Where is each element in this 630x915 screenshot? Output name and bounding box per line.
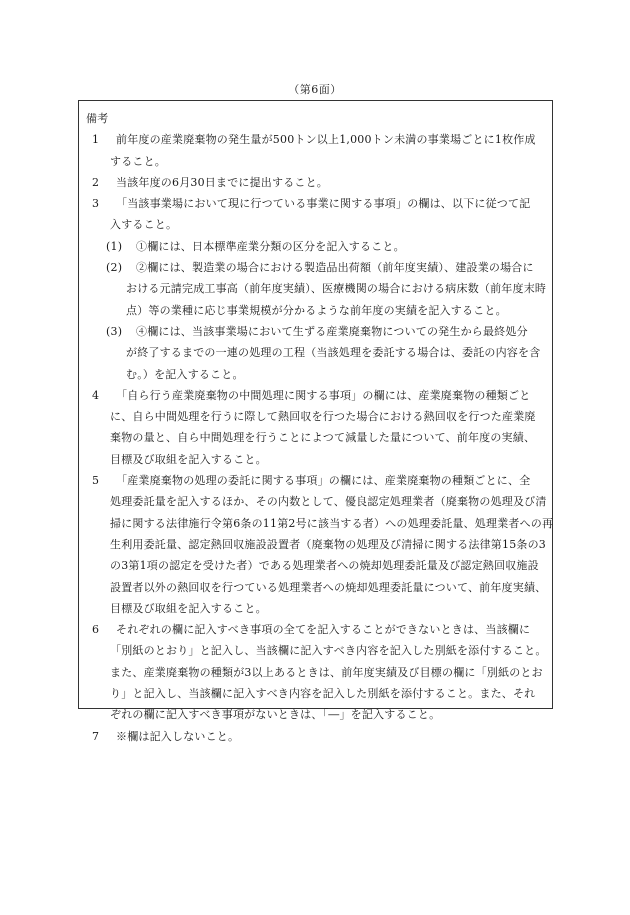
subitem-number: (3) (106, 324, 123, 338)
item-text-line: 前年度の産業廃棄物の発生量が500トン以上1,000トン未満の事業場ごとに1枚作成 (116, 133, 536, 147)
item-text-line: 「産業廃棄物の処理の委託に関する事項」の欄には、産業廃棄物の種類ごとに、全 (116, 474, 531, 488)
item-text-line: 棄物の量と、自ら中間処理を行うことによつて減量した量について、前年度の実績、 (110, 431, 536, 445)
item-text-line: 設置者以外の熱回収を行つている処理業者への焼却処理委託量について、前年度実績、 (110, 580, 547, 594)
subitem-text-line: ①欄には、日本標準産業分類の区分を記入すること。 (136, 239, 405, 253)
item-text-line: それぞれの欄に記入すべき事項の全てを記入することができないときは、当該欄に (116, 623, 531, 637)
remark-item-6 (86, 619, 556, 725)
item-text-line: 入すること。 (110, 218, 178, 232)
remark-subitem-2 (86, 257, 556, 321)
item-number: 3 (92, 197, 100, 211)
remark-item-7 (86, 726, 556, 747)
remark-item-5 (86, 470, 556, 619)
remark-item-1 (86, 129, 556, 172)
item-text-line: り」と記入し、当該欄に記入すべき内容を記入した別紙を添付すること。また、それ (110, 687, 536, 701)
item-text-line: 生利用委託量、認定熱回収施設設置者（廃棄物の処理及び清掃に関する法律第15条の3 (110, 537, 546, 551)
item-text-line: 目標及び取組を記入すること。 (110, 452, 267, 466)
item-number: 5 (92, 474, 100, 488)
item-text-line: 「当該事業場において現に行つている事業に関する事項」の欄は、以下に従つて記 (116, 197, 531, 211)
subitem-number: (1) (106, 239, 123, 253)
subitem-number: (2) (106, 261, 123, 275)
remark-item-3 (86, 193, 556, 236)
subitem-text-line: ②欄には、製造業の場合における製造品出荷額（前年度実績）、建設業の場合に (136, 261, 534, 275)
remark-item-4 (86, 385, 556, 470)
subitem-text-line: が終了するまでの一連の処理の工程（当該処理を委託する場合は、委託の内容を含 (126, 346, 541, 360)
remarks-content (86, 108, 556, 747)
item-number: 7 (92, 729, 100, 743)
item-text-line: 掃に関する法律施行令第6条の11第2号に該当する者）への処理委託量、処理業者への再 (110, 516, 554, 530)
item-text-line: 「別紙のとおり」と記入し、当該欄に記入すべき内容を記入した別紙を添付すること。 (110, 644, 547, 658)
item-number: 4 (92, 388, 100, 402)
item-text-line: 目標及び取組を記入すること。 (110, 601, 267, 615)
item-text-line: の3第1項の認定を受けた者）である処理業者への焼却処理委託量及び認定熱回収施設 (110, 559, 539, 573)
subitem-text-line: 点）等の業種に応じ事業規模が分かるような前年度の実績を記入すること。 (126, 303, 507, 317)
item-text-line: に、自ら中間処理を行うに際して熱回収を行つた場合における熱回収を行つた産業廃 (110, 410, 536, 424)
remark-subitem-1 (86, 236, 556, 257)
item-text-line: 当該年度の6月30日までに提出すること。 (116, 175, 328, 189)
subitem-text-line: ④欄には、当該事業場において生ずる産業廃棄物についての発生から最終処分 (136, 324, 528, 338)
item-text-line: 処理委託量を記入するほか、その内数として、優良認定処理業者（廃棄物の処理及び清 (110, 495, 547, 509)
item-number: 1 (92, 133, 100, 147)
item-text-line: すること。 (110, 154, 166, 168)
item-number: 2 (92, 175, 100, 189)
item-text-line: ※欄は記入しないこと。 (116, 729, 240, 743)
remark-subitem-3 (86, 321, 556, 385)
item-text-line: また、産業廃棄物の種類が3以上あるときは、前年度実績及び目標の欄に「別紙のとお (110, 665, 543, 679)
subitem-text-line: む。）を記入すること。 (126, 367, 244, 381)
page-label: （第6面） (288, 83, 342, 96)
item-text-line: 「自ら行う産業廃棄物の中間処理に関する事項」の欄には、産業廃棄物の種類ごと (116, 388, 531, 402)
remark-item-2 (86, 172, 556, 193)
item-number: 6 (92, 623, 100, 637)
subitem-text-line: おける元請完成工事高（前年度実績）、医療機関の場合における病床数（前年度末時 (126, 282, 547, 296)
remarks-heading: 備考 (86, 112, 109, 125)
item-text-line: ぞれの欄に記入すべき事項がないときは、「―」を記入すること。 (110, 708, 441, 722)
